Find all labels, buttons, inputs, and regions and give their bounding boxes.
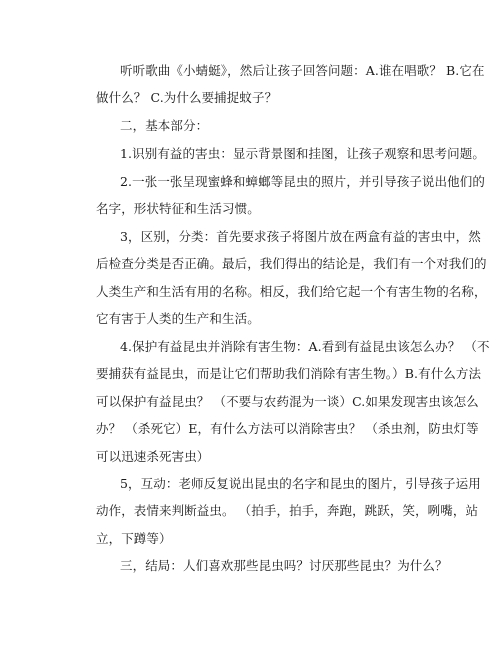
body-text-line: 要捕获有益昆虫，而是让它们帮助我们消除有害生物。）B.有什么方法 <box>96 366 482 381</box>
body-text-line: 后检查分类是否正确。最后，我们得出的结论是，我们有一个对我们的 <box>96 256 487 271</box>
body-text-line: 立，下蹲等） <box>96 531 172 546</box>
body-text-line: 名字，形状特征和生活习惯。 <box>96 201 260 216</box>
body-text-line: 5，互动：老师反复说出昆虫的名字和昆虫的图片，引导孩子运用 <box>120 476 481 491</box>
body-text-line: 做什么？ C.为什么要捕捉蚊子？ <box>96 90 278 105</box>
body-text-line: 听听歌曲《小蜻蜓》，然后让孩子回答问题：A.谁在唱歌？ B.它在 <box>120 63 485 78</box>
body-text-line: 人类生产和生活有用的名称。相反，我们给它起一个有害生物的名称， <box>96 284 487 299</box>
section-heading: 三，结局：人们喜欢那些昆虫吗？讨厌那些昆虫？为什么？ <box>120 558 448 573</box>
body-text-line: 可以保护有益昆虫？ （不要与农药混为一谈）C.如果发现害虫该怎么 <box>96 394 479 409</box>
body-text-line: 动作，表情来判断益虫。 （拍手，拍手，奔跑，跳跃，笑，咧嘴，站 <box>96 503 479 518</box>
body-text-line: 2.一张一张呈现蜜蜂和蟑螂等昆虫的照片，并引导孩子说出他们的 <box>120 174 485 189</box>
body-text-line: 4.保护有益昆虫并消除有害生物：A.看到有益昆虫该怎么办？ （不 <box>120 339 490 354</box>
body-text-line: 它有害于人类的生产和生活。 <box>96 311 260 326</box>
section-heading: 二，基本部分： <box>120 118 209 133</box>
body-text-line: 可以迅速杀死害虫） <box>96 449 210 464</box>
body-text-line: 1.识别有益的害虫：显示背景图和挂图，让孩子观察和思考问题。 <box>120 146 485 161</box>
body-text-line: 3，区别，分类：首先要求孩子将图片放在两盒有益的害虫中，然 <box>120 229 481 244</box>
body-text-line: 办？ （杀死它）E，有什么方法可以消除害虫？ （杀虫剂，防虫灯等 <box>96 421 479 436</box>
